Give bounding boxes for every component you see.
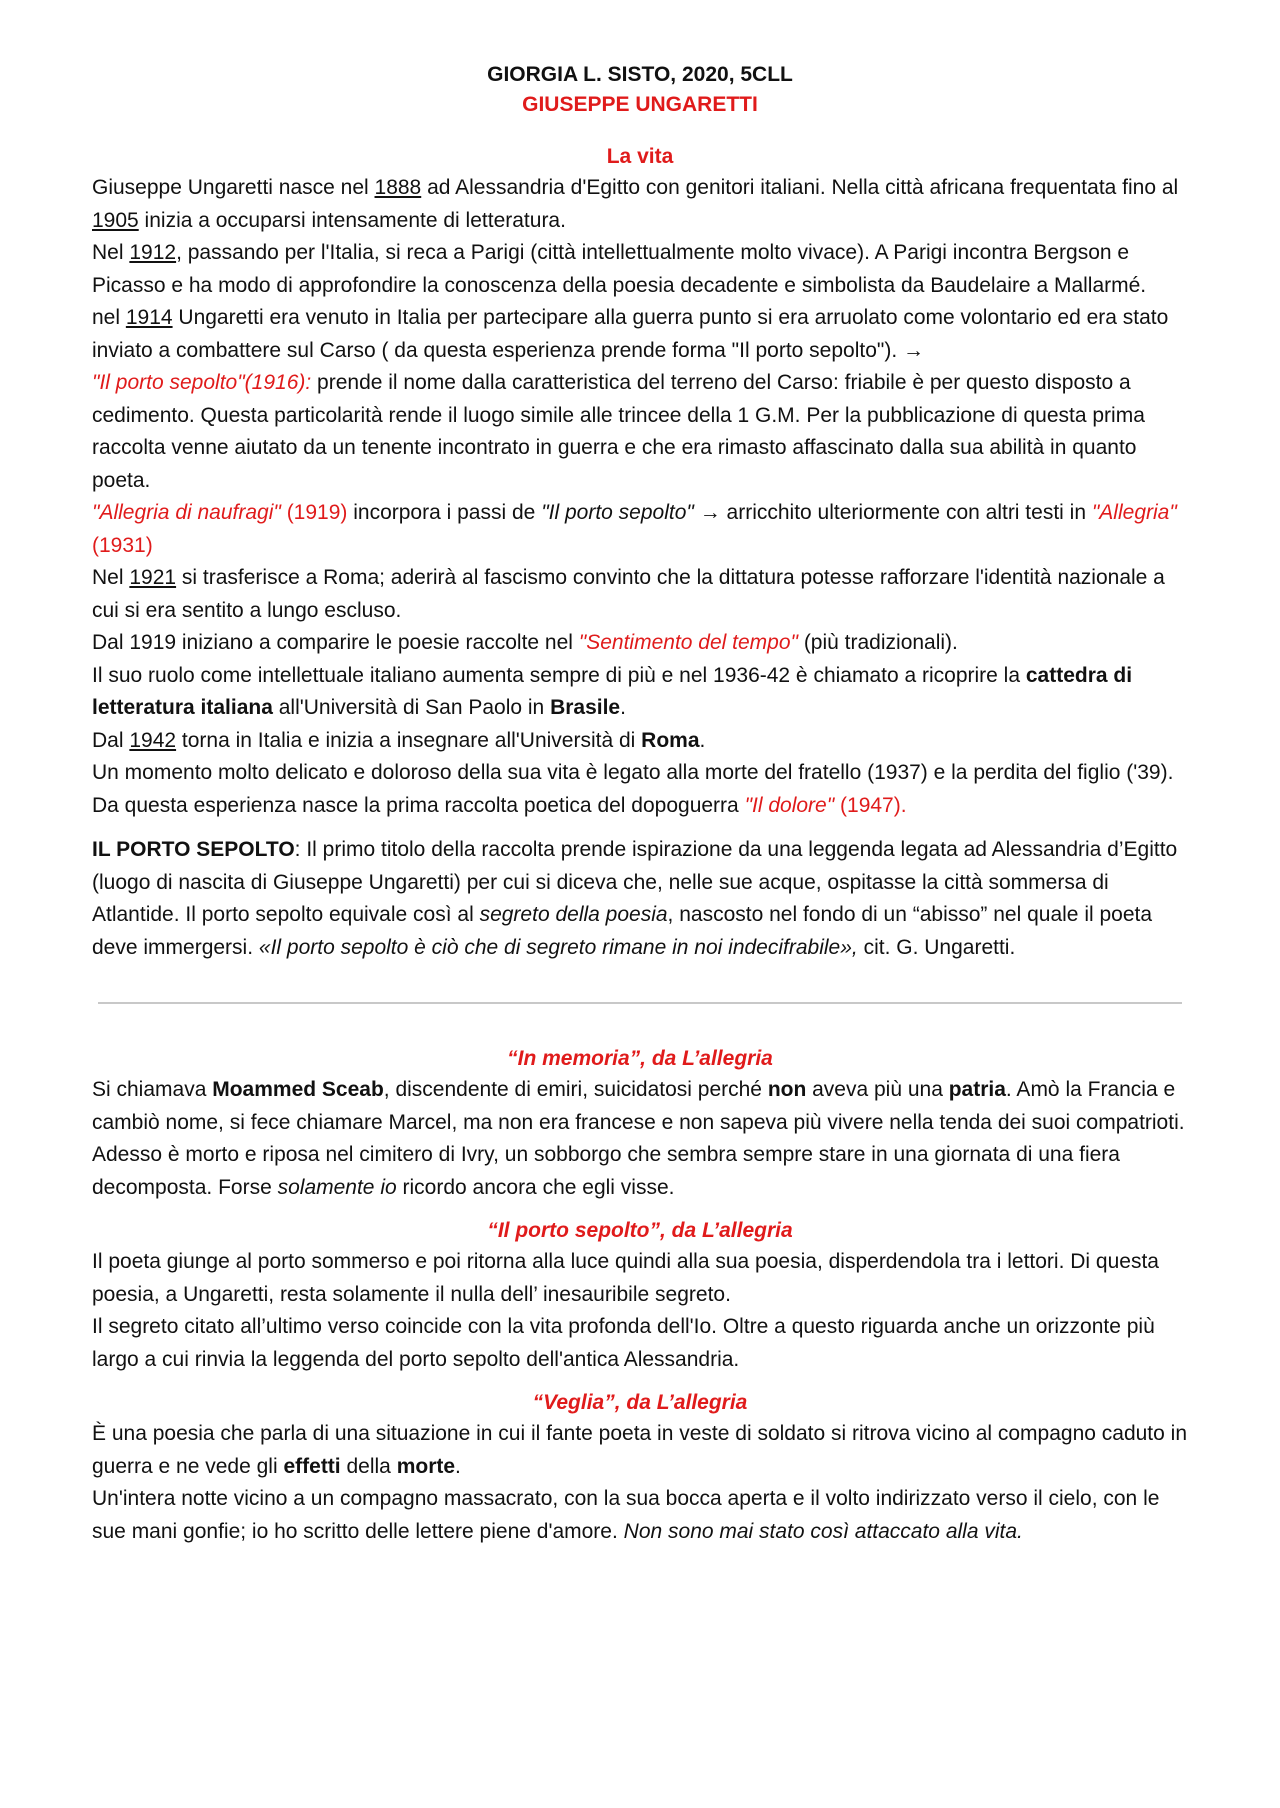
section-heading-in-memoria: “In memoria”, da L’allegria xyxy=(507,1047,773,1070)
year-1942: 1942 xyxy=(129,728,177,752)
ungaretti-quote: «Il porto sepolto è ciò che di segreto rimane in noi indecifrabile», xyxy=(258,935,858,959)
work-title-porto-sepolto: "Il porto sepolto"(1916): xyxy=(92,371,312,394)
vita-paragraph-7: Il suo ruolo come intellettuale italiano aumenta sempre di più e nel 1936-42 è chiamato a ricoprire la cattedra di letteratura italiana all'Università di San Paolo in Brasile. xyxy=(92,663,1133,719)
document-title: GIUSEPPE UNGARETTI xyxy=(522,93,758,116)
porto-sepolto-label: IL PORTO SEPOLTO xyxy=(92,838,295,861)
section-divider xyxy=(98,1002,1182,1004)
year-1912: 1912 xyxy=(129,241,177,264)
veglia-paragraph-1: È una poesia che parla di una situazione in cui il fante poeta in veste di soldato si ritrova vicino al compagno caduto in guerra e ne vede gli effetti della morte. xyxy=(92,1422,1188,1478)
vita-paragraph-8: Dal 1942 torna in Italia e inizia a insegnare all'Università di Roma. xyxy=(92,728,706,752)
veglia-quote: Non sono mai stato così attaccato alla vita. xyxy=(623,1519,1023,1543)
year-1905: 1905 xyxy=(92,208,139,232)
vita-paragraph-2: Nel 1912, passando per l'Italia, si reca a Parigi (città intellettualmente molto vivace). A Parigi incontra Bergson e Picasso e ha modo di approfondire la conoscenza della poesia decadente e simbolista da Baudelaire a Mallarmé. xyxy=(92,241,1147,297)
porto-poem-paragraph-2: Il segreto citato all’ultimo verso coincide con la vita profonda dell'Io. Oltre a questo riguarda anche un orizzonte più largo a cui rinvia la leggenda del porto sepolto dell'antica Alessandria. xyxy=(92,1315,1155,1371)
vita-paragraph-5: Nel 1921 si trasferisce a Roma; aderirà al fascismo convinto che la dittatura potesse rafforzare l'identità nazionale a cui si era sentito a lungo escluso. xyxy=(92,566,1165,622)
vita-paragraph-6: Dal 1919 iniziano a comparire le poesie raccolte nel "Sentimento del tempo" (più tradizionali). xyxy=(92,631,958,654)
vita-paragraph-4: "Allegria di naufragi" (1919) incorpora i passi de "Il porto sepolto" → arricchito ulteriormente con altri testi in "Allegria" (1931) xyxy=(92,501,1177,557)
porto-poem-paragraph-1: Il poeta giunge al porto sommerso e poi ritorna alla luce quindi alla sua poesia, disperdendola tra i lettori. Di questa poesia, a Ungaretti, resta solamente il nulla dell’ inesauribile segreto. xyxy=(92,1250,1159,1306)
author-line: GIORGIA L. SISTO, 2020, 5CLL xyxy=(487,63,793,86)
work-title-allegria: "Allegria" xyxy=(1091,501,1177,524)
section-heading-veglia: “Veglia”, da L’allegria xyxy=(532,1391,748,1414)
vita-paragraph-3: nel 1914 Ungaretti era venuto in Italia per partecipare alla guerra punto si era arruolato come volontario ed era stato inviato a combattere sul Carso ( da questa esperienza prende forma "Il porto sepolto"). → "Il porto sepolto"(1916): prende il nome dalla caratteristica del terreno del Carso: friabile è per questo disposto a cedimento. Questa particolarità rende il luogo simile alle trincee della 1 G.M. Per la pubblicazione di questa prima raccolta venne aiutato da un tenente incontrato in guerra e che era rimasto affascinato dalla sua abilità in quanto poeta. xyxy=(92,306,1169,492)
work-title-sentimento-del-tempo: "Sentimento del tempo" xyxy=(578,631,798,654)
section-heading-vita: La vita xyxy=(606,145,674,168)
year-1888: 1888 xyxy=(374,176,422,199)
porto-sepolto-paragraph: IL PORTO SEPOLTO: Il primo titolo della raccolta prende ispirazione da una leggenda legata ad Alessandria d’Egitto (luogo di nascita di Giuseppe Ungaretti) per cui si diceva che, nelle sue acque, ospitasse la città sommersa di Atlantide. Il porto sepolto equivale così al segreto della poesia, nascosto nel fondo di un “abisso” nel quale il poeta deve immergersi. «Il porto sepolto è ciò che di segreto rimane in noi indecifrabile», cit. G. Ungaretti. xyxy=(92,838,1178,959)
year-1914: 1914 xyxy=(125,306,173,329)
work-title-allegria-di-naufragi: "Allegria di naufragi" xyxy=(92,501,281,524)
vita-paragraph-1: Giuseppe Ungaretti nasce nel 1888 ad Alessandria d'Egitto con genitori italiani. Nella città africana frequentata fino al 1905 inizia a occuparsi intensamente di letteratura. xyxy=(92,176,1179,232)
in-memoria-paragraph: Si chiamava Moammed Sceab, discendente di emiri, suicidatosi perché non aveva più una patria. Amò la Francia e cambiò nome, si fece chiamare Marcel, ma non era francese e non sapeva più vivere nella tenda dei suoi compatrioti. Adesso è morto e riposa nel cimitero di Ivry, un sobborgo che sembra sempre stare in una giornata di una fiera decomposta. Forse solamente io ricordo ancora che egli visse. xyxy=(92,1078,1185,1199)
veglia-paragraph-2: Un'intera notte vicino a un compagno massacrato, con la sua bocca aperta e il volto indirizzato verso il cielo, con le sue mani gonfie; io ho scritto delle lettere piene d'amore. Non sono mai stato così attaccato alla vita. xyxy=(92,1487,1160,1543)
section-heading-porto-sepolto-poem: “Il porto sepolto”, da L’allegria xyxy=(487,1219,793,1242)
year-1921: 1921 xyxy=(129,566,177,589)
vita-paragraph-9: Un momento molto delicato e doloroso della sua vita è legato alla morte del fratello (1937) e la perdita del figlio ('39). Da questa esperienza nasce la prima raccolta poetica del dopoguerra "Il dolore" (1947). xyxy=(92,761,1174,817)
work-title-il-dolore: "Il dolore" xyxy=(744,793,835,817)
